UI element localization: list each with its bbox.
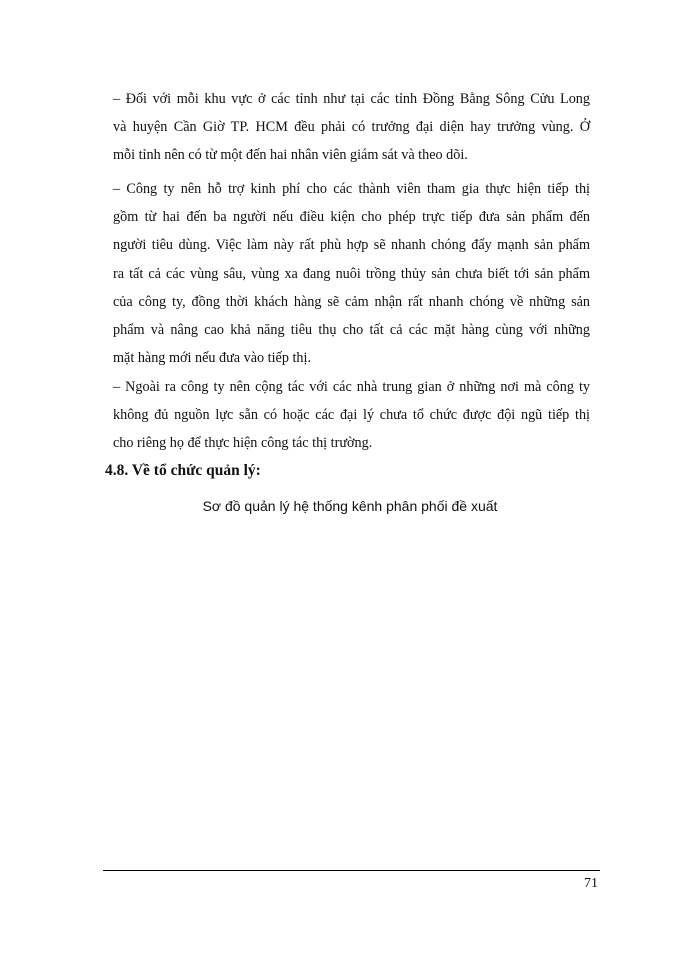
paragraph-marketing-funding [113,175,590,372]
text-line: và huyện Cần Giờ TP. HCM đều phải có trưởng đại diện hay trưởng vùng. Ở [113,119,590,136]
footer-divider [103,870,600,871]
text-line: – Đối với mỗi khu vực ở các tỉnh như tại các tỉnh Đồng Bằng Sông Cửu Long [113,91,590,107]
text-line: mỗi tỉnh nên có từ một đến hai nhân viên giám sát và theo dõi. [113,147,468,164]
text-line: gồm từ hai đến ba người nếu điều kiện cho phép trực tiếp đưa sản phẩm đến [113,209,590,226]
text-line: ra tất cả các vùng sâu, vùng xa đang nuôi trồng thủy sản chưa biết tới sản phẩm [113,265,590,282]
text-line: – Ngoài ra công ty nên cộng tác với các nhà trung gian ở những nơi mà công ty [113,379,590,395]
section-heading: 4.8. Về tổ chức quản lý: [105,462,261,479]
text-line: cho riêng họ để thực hiện công tác thị trường. [113,435,373,452]
text-line: mặt hàng mới nếu đưa vào tiếp thị. [113,350,312,367]
text-line: không đủ nguồn lực sẵn có hoặc các đại lý chưa tổ chức được đội ngũ tiếp thị [113,407,590,424]
text-line: phẩm và nâng cao khả năng tiêu thụ cho tất cả các mặt hàng cùng với những [113,322,590,339]
text-line: người tiêu dùng. Việc làm này rất phù hợp sẽ nhanh chóng đẩy mạnh sản phẩm [113,237,590,254]
paragraph-intermediaries [113,373,590,458]
page-number: 71 [584,876,598,891]
paragraph-regional-supervision [113,85,590,170]
text-line: – Công ty nên hỗ trợ kinh phí cho các thành viên tham gia thực hiện tiếp thị [113,181,590,197]
figure-caption: Sơ đồ quản lý hệ thống kênh phân phối đề xuất [202,498,498,514]
text-line: của công ty, đồng thời khách hàng sẽ cảm nhận rất nhanh chóng về những sản [113,293,590,310]
